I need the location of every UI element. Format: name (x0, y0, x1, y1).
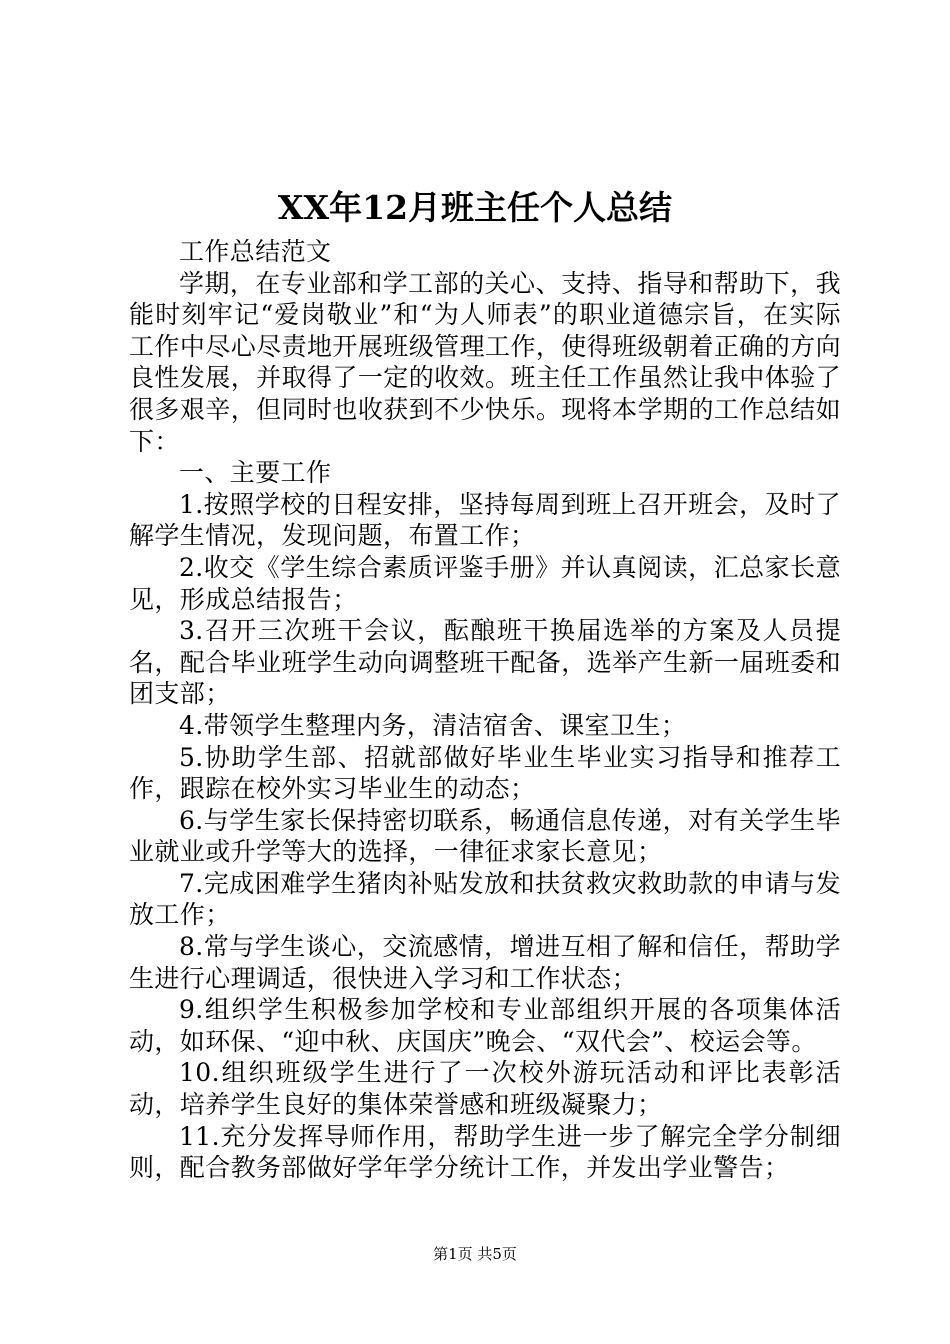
page-indicator: 第1页 共5页 (433, 1245, 517, 1263)
list-item: 7.完成困难学生猪肉补贴发放和扶贫救灾救助款的申请与发放工作； (129, 868, 841, 930)
list-item: 11.充分发挥导师作用，帮助学生进一步了解完全学分制细则，配合教务部做好学年学分统计工作，并发出学业警告； (129, 1121, 841, 1183)
page-footer (0, 1244, 950, 1264)
list-item: 10.组织班级学生进行了一次校外游玩活动和评比表彰活动，培养学生良好的集体荣誉感和班级凝聚力； (129, 1058, 841, 1120)
list-item: 4.带领学生整理内务，清洁宿舍、课室卫生； (179, 710, 687, 740)
list-item: 6.与学生家长保持密切联系，畅通信息传递，对有关学生毕业就业或升学等大的选择，一律征求家长意见； (129, 805, 841, 867)
document-title: XX年12月班主任个人总结 (277, 188, 673, 227)
paragraph-intro: 学期，在专业部和学工部的关心、支持、指导和帮助下，我能时刻牢记“爱岗敬业”和“为人师表”的职业道德宗旨，在实际工作中尽心尽责地开展班级管理工作，使得班级朝着正确的方向良性发展，并取得了一定的收效。班主任工作虽然让我中体验了很多艰辛，但同时也收获到不少快乐。现将本学期的工作总结如下： (129, 268, 841, 456)
list-item: 9.组织学生积极参加学校和专业部组织开展的各项集体活动，如环保、“迎中秋、庆国庆”晚会、“双代会”、校运会等。 (129, 995, 841, 1056)
section-heading-main-work: 一、主要工作 (179, 458, 332, 488)
paragraph-subtitle: 工作总结范文 (179, 237, 332, 266)
list-item: 2.收交《学生综合素质评鉴手册》并认真阅读，汇总家长意见，形成总结报告； (129, 552, 841, 614)
list-item: 1.按照学校的日程安排，坚持每周到班上召开班会，及时了解学生情况，发现问题，布置工作； (129, 489, 841, 551)
list-item: 8.常与学生谈心，交流感情，增进互相了解和信任，帮助学生进行心理调适，很快进入学习和工作状态； (129, 932, 841, 993)
list-item: 5.协助学生部、招就部做好毕业生毕业实习指导和推荐工作，跟踪在校外实习毕业生的动态； (129, 742, 841, 804)
document-body (129, 236, 841, 1184)
list-item: 3.召开三次班干会议，酝酿班干换届选举的方案及人员提名，配合毕业班学生动向调整班干配备，选举产生新一届班委和团支部； (129, 616, 841, 709)
